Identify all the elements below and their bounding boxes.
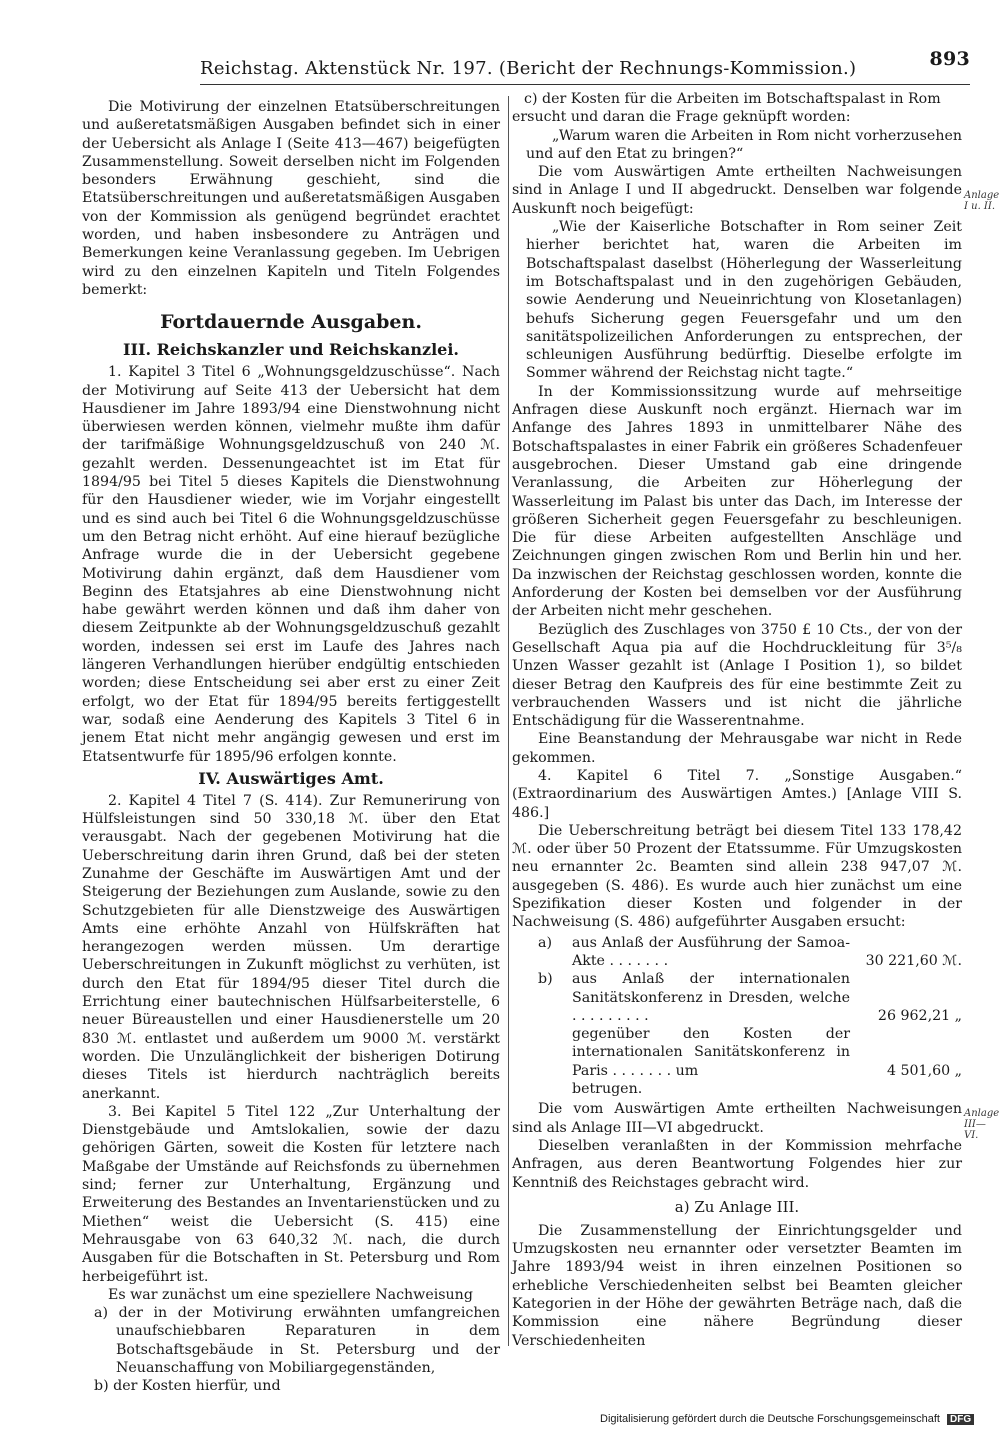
paragraph-8: Bezüglich des Zuschlages von 3750 £ 10 Cts., der von der Gesellschaft Aqua pia auf die Hochdruckleitung für 3⁵/₈ Unzen Wasser gezahlt ist (Anlage I Position 1), so bildet dieser Betrag den Kaufpreis des für eine bestimmte Zeit zu verbrauchenden Wassers und ist nicht die jährliche Entschädigung für die Wasserentnahme. [512, 621, 962, 730]
item-amount: 4 501,60 „ [886, 1062, 962, 1079]
footer-text: Digitalisierung gefördert durch die Deutsche Forschungsgemeinschaft [600, 1413, 940, 1425]
paragraph-5: ersucht und daran die Frage geknüpft worden: [512, 109, 851, 126]
page-number: 893 [929, 48, 970, 70]
item-text: betrugen. [572, 1081, 643, 1098]
item-key [512, 1025, 572, 1080]
paragraph-1: 1. Kapitel 3 Titel 6 „Wohnungsgeldzuschüsse“. Nach der Motivirung auf Seite 413 der Uebersicht hat dem Hausdiener im Jahre 1893/94 eine Dienstwohnung nicht überwiesen werden können, vielmehr mußte ihm dafür der tarifmäßige Wohnungsgeldzuschuß von 240 ℳ. gezahlt werden. Dessenungeachtet ist im Etat für 1894/95 bei Titel 5 dieses Kapitels die Dienstwohnung für den Hausdiener wieder, wie im Vorjahr eingestellt und es sind auch bei Titel 6 die Wohnungsgeldzuschüsse um den Betrag nicht erhöht. Auf eine hierauf bezügliche Anfrage wurde die in der Uebersicht gegebene Motivirung dahin ergänzt, daß dem Hausdiener vom Beginn des Etatsjahres ab eine Dienstwohnung nicht habe gewährt werden können und daß ihm daher von diesem Zeitpunkte ab der Wohnungsgeldzuschuß gezahlt worden, indessen sei erst im Laufe des Jahres nach längeren Verhandlungen hierüber endgültig entschieden worden; diese Entscheidung sei aber erst zu einer Zeit erfolgt, wo der Etat für 1894/95 bereits fertiggestellt war, sodaß eine Aenderung des Kapitels 3 Titel 6 in jenem Etat nicht mehr angängig gewesen und erst im Etatsentwurfe für 1895/96 erfolgen konnte. [82, 364, 500, 765]
chapter-heading-iii: III. Reichskanzler und Reichskanzlei. [123, 340, 459, 360]
paragraph-2: 2. Kapitel 4 Titel 7 (S. 414). Zur Remunerirung von Hülfsleistungen sind 50 330,18 ℳ. über den Etat verausgabt. Nach der gegebenen Motivirung hat die Ueberschreitung darin ihren Grund, daß bei der steten Zunahme der Geschäfte im Auswärtigen Amt und der Steigerung der Beziehungen zum Auslande, sowie zu den Schutzgebieten für alle Dienstzweige des Auswärtigen Amts eine erhöhte Anzahl von Hülfskräften hat herangezogen werden müssen. Um derartige Ueberschreitungen in Zukunft möglichst zu verhüten, ist durch den Etat für 1894/95 dieser Titel durch die Errichtung einer bautechnischen Hülfsarbeiterstelle, 6 neuer Büreaustellen und einer Hausdienerstelle um 20 830 ℳ. entlastet und außerdem um 9000 ℳ. verstärkt worden. Die Unzulänglichkeit der bisherigen Dotirung dieses Titels ist hierdurch nachträglich bereits anerkannt. [82, 792, 500, 1102]
paragraph-11: Die Ueberschreitung beträgt bei diesem Titel 133 178,42 ℳ. oder über 50 Prozent der Etatssumme. Für Umzugskosten neu ernannter 2c. Beamten sind allein 238 947,07 ℳ. ausgegeben (S. 486). Es wurde auch hier zunächst um eine Spezifikation dieser Kosten und folgender in der Nachweisung (S. 486) aufgeführter Ausgaben ersucht: [512, 822, 962, 931]
page-header [200, 48, 970, 86]
list-item-c: c) der Kosten für die Arbeiten im Botschaftspalast in Rom [524, 91, 941, 107]
paragraph-14: Die Zusammenstellung der Einrichtungsgelder und Umzugskosten neu ernannter oder versetzter Beamten im Jahre 1893/94 weist in ihren einzelnen Positionen so erhebliche Verschiedenheiten selbst bei Beamten gleicher Kategorien in der Höhe der gewährten Beträge nach, daß die Kommission eine nähere Begründung dieser Verschiedenheiten [512, 1222, 962, 1349]
margin-note-2: Anlage III—VI. [964, 1108, 1000, 1141]
header-rule [200, 84, 970, 85]
item-amount: 30 221,60 ℳ. [865, 952, 962, 969]
item-key: b) [538, 971, 553, 988]
item-key [512, 1080, 572, 1098]
paragraph-13: Dieselben veranlaßten in der Kommission mehrfache Anfragen, aus deren Beantwortung Folgendes hier zur Kenntniß des Reichstages gebracht wird. [512, 1137, 962, 1191]
intro-paragraph: Die Motivirung der einzelnen Etatsüberschreitungen und außeretatsmäßigen Ausgaben befindet sich in einer der Uebersicht als Anlage I (Seite 413—467) beigefügten Zusammenstellung. Soweit derselben nicht im Folgenden besonders Erwähnung geschieht, sind die Etatsüberschreitungen und außeretatsmäßigen Ausgaben von der Kommission als genügend begründet erachtet worden, und haben insbesondere zu Anträgen und Bemerkungen keine Veranlassung gegeben. Im Uebrigen wird zu den einzelnen Kapiteln und Titeln Folgendes bemerkt: [82, 99, 500, 298]
running-title: Reichstag. Aktenstück Nr. 197. (Bericht der Rechnungs-Kommission.) [200, 58, 857, 79]
section-heading: Fortdauernde Ausgaben. [160, 311, 422, 334]
left-column [82, 98, 500, 1396]
expense-item-row [512, 1025, 962, 1080]
paragraph-4: Es war zunächst um eine speziellere Nachweisung [108, 1286, 473, 1303]
item-text: aus Anlaß der Ausführung der Samoa-Akte . . . . . . . [572, 934, 850, 969]
dfg-logo: DFG [947, 1414, 974, 1425]
footer [600, 1413, 996, 1429]
expense-items-table [512, 934, 962, 1099]
item-amount [850, 1080, 962, 1098]
quote-2: „Wie der Kaiserliche Botschafter in Rom seiner Zeit hierher berichtet hat, waren die Arbeiten im Botschaftspalast daselbst (Höherlegung der Wasserleitung im Botschaftspalast und in den zugehörigen Gebäuden, sowie Aenderung und Neueinrichtung von Klosetanlagen) behufs Sicherung gegen Feuersgefahr und um den sanitätspolizeilichen Anforderungen zu entsprechen, der schleunigen Ausführung bedürftig. Dieselbe erfolgte im Sommer während der Reichstag nicht tagte.“ [526, 219, 962, 382]
margin-note-1: Anlage I u. II. [964, 190, 1000, 212]
paragraph-9: Eine Beanstandung der Mehrausgabe war nicht in Rede gekommen. [512, 731, 962, 766]
paragraph-12: Die vom Auswärtigen Amte ertheilten Nachweisungen sind als Anlage III—VI abgedruckt. [512, 1101, 962, 1136]
item-amount: 26 962,21 „ [877, 1007, 962, 1024]
list-item-b: b) der Kosten hierfür, und [94, 1378, 281, 1395]
list-item-a: a) der in der Motivirung erwähnten umfangreichen unaufschiebbaren Reparaturen in dem Botschaftsgebäude in St. Petersburg und der Neuanschaffung von Mobiliargegenständen, [94, 1305, 500, 1376]
column-divider [508, 96, 509, 1346]
right-column [512, 90, 962, 1350]
expense-item-row [512, 970, 962, 1025]
paragraph-7: In der Kommissionssitzung wurde auf mehrseitige Anfragen diese Auskunft noch ergänzt. Hiernach war im Anfange des Jahres 1893 in unmittelbarer Nähe des Botschaftspalastes in einer Fabrik ein größeres Schadenfeuer ausgebrochen. Dieser Umstand gab eine dringende Veranlassung, die Arbeiten zur Höherlegung der Wasserleitung im Palast bis unter das Dach, im Interesse der größeren Sicherheit gegen Feuersgefahr zu beschleunigen. Die für diese Arbeiten aufgestellten Anschläge und Zeichnungen gingen zwischen Rom und Berlin hin und her. Da inzwischen der Reichstag geschlossen worden, konnte die Anforderung der Kosten bei demselben vor der Ausführung der Arbeiten nicht mehr geschehen. [512, 383, 962, 620]
subsection-heading: a) Zu Anlage III. [674, 1197, 800, 1216]
paragraph-6: Die vom Auswärtigen Amte ertheilten Nachweisungen sind in Anlage I und II abgedruckt. Denselben war folgende Auskunft noch beigefügt: [512, 164, 962, 217]
chapter-heading-iv: IV. Auswärtiges Amt. [198, 768, 384, 788]
item-text: gegenüber den Kosten der internationalen Sanitätskonferenz in Paris . . . . . . . um [572, 1026, 850, 1079]
paragraph-10: 4. Kapitel 6 Titel 7. „Sonstige Ausgaben.“ (Extraordinarium des Auswärtigen Amtes.) [Anlage VIII S. 486.] [512, 767, 962, 821]
paragraph-3: 3. Bei Kapitel 5 Titel 122 „Zur Unterhaltung der Dienstgebäude und Amtslokalien, sowie der dazu gehörigen Gärten, soweit die Kosten für letztere nach Maßgabe der Umstände auf Reichsfonds zu übernehmen sind; ferner zur Unterhaltung, Ergänzung und Erweiterung des Bestandes an Inventarienstücken und zu Miethen“ weist die Uebersicht (S. 415) eine Mehrausgabe von 63 640,32 ℳ. nach, die durch Ausgaben für die Botschaften in St. Petersburg und Rom herbeigeführt ist. [82, 1103, 500, 1285]
item-text: aus Anlaß der internationalen Sanitätskonferenz in Dresden, welche . . . . . . . . . [572, 971, 850, 1024]
quote-1: „Warum waren die Arbeiten in Rom nicht vorherzusehen und auf den Etat zu bringen?“ [526, 127, 962, 162]
item-key: a) [538, 934, 552, 951]
expense-item-row [512, 1080, 962, 1098]
expense-item-row [512, 934, 962, 971]
